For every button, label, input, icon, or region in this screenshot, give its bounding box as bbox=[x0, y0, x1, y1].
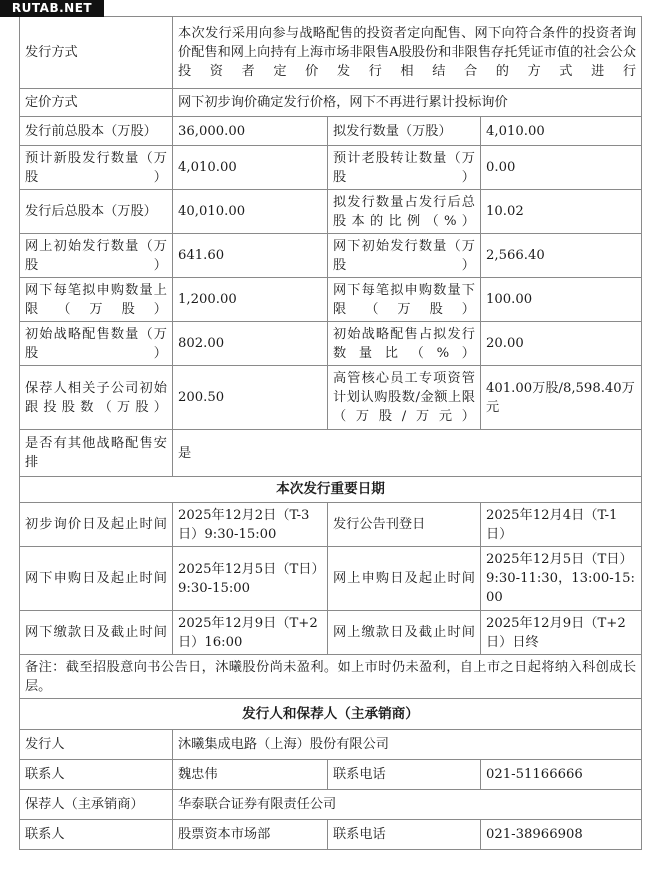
ipo-summary-table bbox=[19, 16, 642, 850]
cell-value: 0.00 bbox=[481, 146, 642, 190]
note-text: 备注：截至招股意向书公告日，沐曦股份尚未盈利。如上市时仍未盈利，自上市之日起将纳入科创成长层。 bbox=[20, 655, 642, 699]
table-row bbox=[20, 430, 642, 477]
cell-label: 联系人 bbox=[20, 760, 173, 790]
cell-value: 沐曦集成电路（上海）股份有限公司 bbox=[173, 730, 642, 760]
cell-value: 是 bbox=[173, 430, 642, 477]
cell-value: 华泰联合证券有限责任公司 bbox=[173, 790, 642, 820]
table-row bbox=[20, 611, 642, 655]
section-title: 发行人和保荐人（主承销商） bbox=[20, 699, 642, 730]
cell-label: 初始战略配售数量（万股） bbox=[20, 322, 173, 366]
cell-label: 发行公告刊登日 bbox=[328, 503, 481, 547]
table-row bbox=[20, 760, 642, 790]
table-row bbox=[20, 117, 642, 146]
cell-value: 股票资本市场部 bbox=[173, 820, 328, 850]
cell-value: 1,200.00 bbox=[173, 278, 328, 322]
cell-label: 联系电话 bbox=[328, 760, 481, 790]
cell-label: 联系人 bbox=[20, 820, 173, 850]
cell-label: 网上申购日及起止时间 bbox=[328, 547, 481, 611]
watermark: RUTAB.NET bbox=[0, 0, 104, 17]
cell-value: 802.00 bbox=[173, 322, 328, 366]
table-row bbox=[20, 730, 642, 760]
cell-value: 2025年12月9日（T+2日）16:00 bbox=[173, 611, 328, 655]
cell-value: 2025年12月5日（T日）9:30-11:30，13:00-15:00 bbox=[481, 547, 642, 611]
cell-label: 定价方式 bbox=[20, 89, 173, 117]
cell-value: 200.50 bbox=[173, 366, 328, 430]
table-row bbox=[20, 234, 642, 278]
cell-label: 高管核心员工专项资管计划认购股数/金额上限（万股/万元） bbox=[328, 366, 481, 430]
table-row bbox=[20, 89, 642, 117]
cell-label: 网下每笔拟申购数量上限（万股） bbox=[20, 278, 173, 322]
cell-value: 36,000.00 bbox=[173, 117, 328, 146]
cell-value: 021-51166666 bbox=[481, 760, 642, 790]
cell-value: 2,566.40 bbox=[481, 234, 642, 278]
table-row bbox=[20, 322, 642, 366]
cell-value: 2025年12月2日（T-3日）9:30-15:00 bbox=[173, 503, 328, 547]
table-row bbox=[20, 278, 642, 322]
cell-value: 10.02 bbox=[481, 190, 642, 234]
cell-label: 拟发行数量（万股） bbox=[328, 117, 481, 146]
cell-value: 2025年12月9日（T+2日）日终 bbox=[481, 611, 642, 655]
cell-label: 发行人 bbox=[20, 730, 173, 760]
table-row bbox=[20, 190, 642, 234]
table-row bbox=[20, 146, 642, 190]
table-row bbox=[20, 790, 642, 820]
cell-label: 网下每笔拟申购数量下限（万股） bbox=[328, 278, 481, 322]
table-row bbox=[20, 17, 642, 89]
cell-value: 4,010.00 bbox=[481, 117, 642, 146]
cell-label: 预计新股发行数量（万股） bbox=[20, 146, 173, 190]
cell-label: 保荐人（主承销商） bbox=[20, 790, 173, 820]
cell-label: 初步询价日及起止时间 bbox=[20, 503, 173, 547]
cell-value: 100.00 bbox=[481, 278, 642, 322]
cell-label: 网上缴款日及截止时间 bbox=[328, 611, 481, 655]
table-row bbox=[20, 699, 642, 730]
cell-value: 本次发行采用向参与战略配售的投资者定向配售、网下向符合条件的投资者询价配售和网上向持有上海市场非限售A股股份和非限售存托凭证市值的社会公众投资者定价发行相结合的方式进行 bbox=[173, 17, 642, 89]
cell-label: 保荐人相关子公司初始跟投股数（万股） bbox=[20, 366, 173, 430]
cell-label: 网上初始发行数量（万股） bbox=[20, 234, 173, 278]
table-row bbox=[20, 503, 642, 547]
cell-label: 预计老股转让数量（万股） bbox=[328, 146, 481, 190]
cell-label: 发行方式 bbox=[20, 17, 173, 89]
table-row bbox=[20, 820, 642, 850]
table-row bbox=[20, 655, 642, 699]
cell-label: 发行后总股本（万股） bbox=[20, 190, 173, 234]
cell-label: 网下初始发行数量（万股） bbox=[328, 234, 481, 278]
cell-label: 网下缴款日及截止时间 bbox=[20, 611, 173, 655]
cell-label: 联系电话 bbox=[328, 820, 481, 850]
cell-value: 2025年12月5日（T日）9:30-15:00 bbox=[173, 547, 328, 611]
cell-value: 2025年12月4日（T-1日） bbox=[481, 503, 642, 547]
cell-label: 拟发行数量占发行后总股本的比例（%） bbox=[328, 190, 481, 234]
cell-value: 401.00万股/8,598.40万元 bbox=[481, 366, 642, 430]
cell-value: 20.00 bbox=[481, 322, 642, 366]
table-row bbox=[20, 547, 642, 611]
cell-value: 网下初步询价确定发行价格，网下不再进行累计投标询价 bbox=[173, 89, 642, 117]
table-row bbox=[20, 477, 642, 503]
cell-value: 4,010.00 bbox=[173, 146, 328, 190]
cell-value: 魏忠伟 bbox=[173, 760, 328, 790]
cell-label: 初始战略配售占拟发行数量比（%） bbox=[328, 322, 481, 366]
section-title: 本次发行重要日期 bbox=[20, 477, 642, 503]
cell-label: 是否有其他战略配售安排 bbox=[20, 430, 173, 477]
cell-value: 40,010.00 bbox=[173, 190, 328, 234]
cell-label: 网下申购日及起止时间 bbox=[20, 547, 173, 611]
cell-value: 021-38966908 bbox=[481, 820, 642, 850]
table-row bbox=[20, 366, 642, 430]
cell-value: 641.60 bbox=[173, 234, 328, 278]
cell-label: 发行前总股本（万股） bbox=[20, 117, 173, 146]
